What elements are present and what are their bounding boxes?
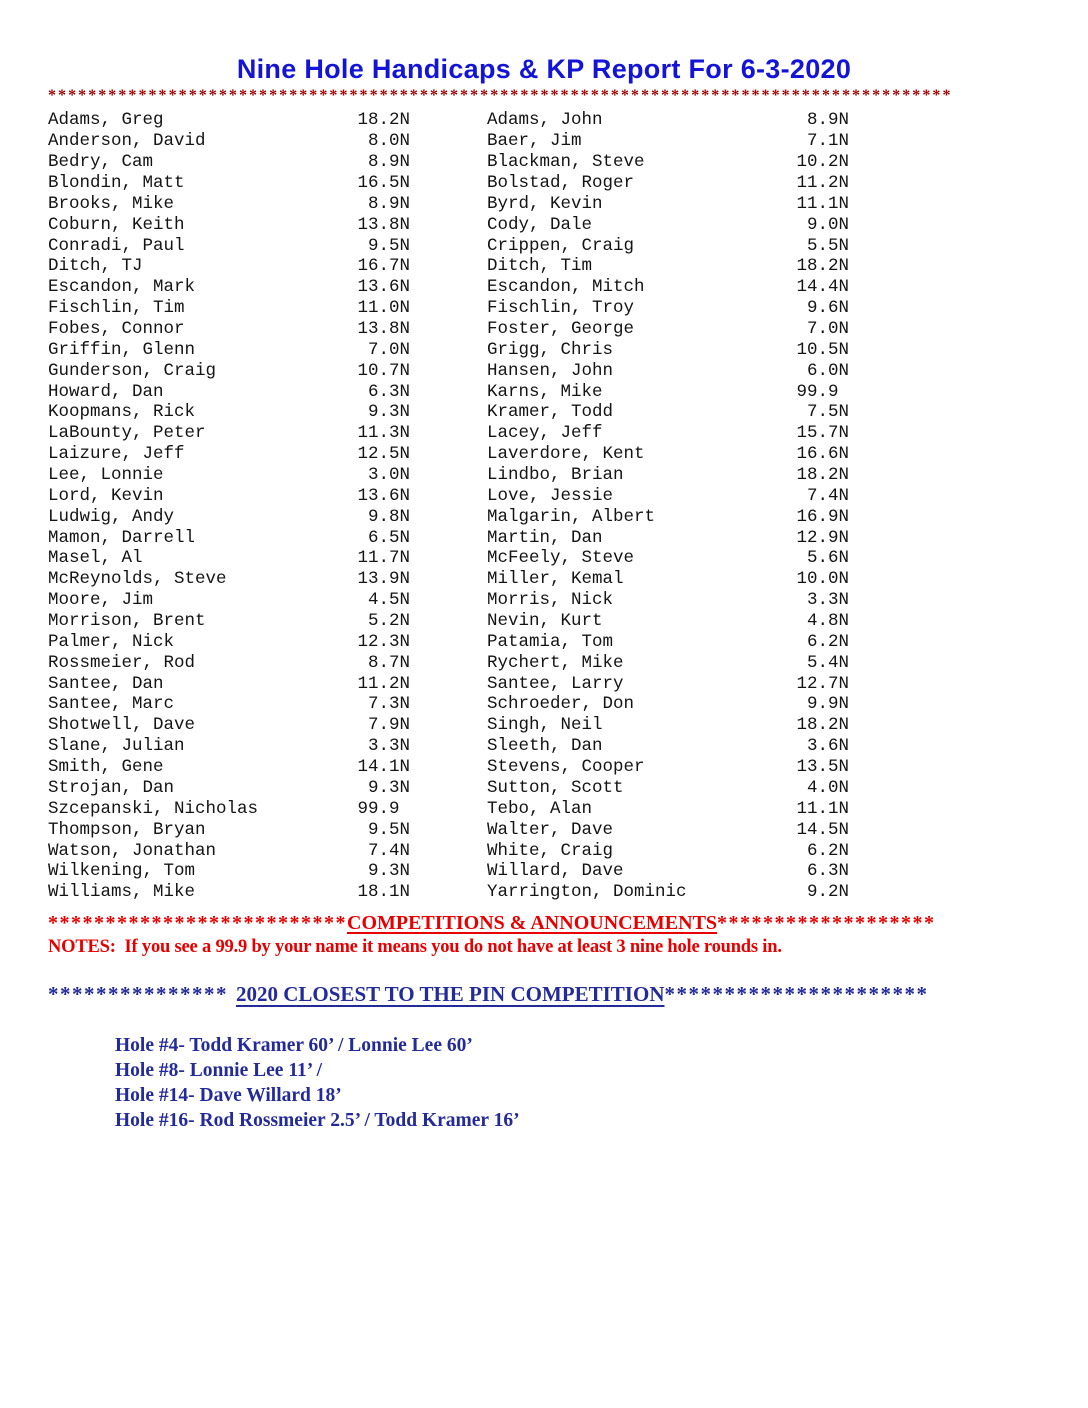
roster-row	[487, 131, 849, 152]
handicap-roster	[48, 110, 1040, 903]
player-handicap: 16.7 N	[357, 256, 411, 277]
player-handicap: 7.9 N	[367, 715, 411, 736]
player-name: Blackman, Steve	[487, 152, 645, 173]
player-name: Szcepanski, Nicholas	[48, 798, 259, 819]
player-name: Strojan, Dan	[48, 777, 175, 798]
player-handicap: 10.5 N	[796, 339, 850, 360]
roster-row	[48, 778, 410, 799]
roster-row	[487, 840, 849, 861]
player-handicap: 9.8 N	[367, 506, 411, 527]
roster-row	[48, 611, 410, 632]
player-handicap: 13.6 N	[357, 485, 411, 506]
player-name: Shotwell, Dave	[48, 715, 196, 736]
star-divider-top: ******************************************************************************************	[48, 87, 953, 104]
roster-row	[48, 277, 410, 298]
player-name: Adams, John	[487, 110, 603, 131]
player-handicap: 3.6 N	[806, 736, 850, 757]
roster-row	[487, 277, 849, 298]
player-handicap: 11.2 N	[357, 673, 411, 694]
roster-row	[487, 465, 849, 486]
player-handicap: 12.3 N	[357, 631, 411, 652]
player-handicap: 10.2 N	[796, 152, 850, 173]
player-name: McFeely, Steve	[487, 548, 635, 569]
player-handicap: 18.2 N	[796, 465, 850, 486]
roster-row	[487, 798, 849, 819]
roster-row	[48, 798, 410, 819]
roster-row	[48, 256, 410, 277]
player-handicap: 6.5 N	[367, 527, 411, 548]
player-name: Schroeder, Don	[487, 694, 635, 715]
player-name: Thompson, Bryan	[48, 819, 206, 840]
kp-title: 2020 CLOSEST TO THE PIN COMPETITION	[236, 981, 665, 1006]
player-name: McReynolds, Steve	[48, 569, 227, 590]
player-name: Koopmans, Rick	[48, 402, 196, 423]
star-decoration-right: **********************	[664, 981, 929, 1006]
player-name: Brooks, Mike	[48, 193, 175, 214]
player-name: Lacey, Jeff	[487, 423, 603, 444]
player-handicap: 3.3 N	[806, 590, 850, 611]
roster-row	[48, 360, 410, 381]
kp-results-list	[115, 1033, 1040, 1133]
player-name: Foster, George	[487, 319, 635, 340]
player-handicap: 18.1 N	[357, 882, 411, 903]
player-handicap: 9.0 N	[806, 214, 850, 235]
player-name: Morrison, Brent	[48, 611, 206, 632]
roster-row	[487, 360, 849, 381]
roster-row	[48, 673, 410, 694]
player-handicap: 4.0 N	[806, 777, 850, 798]
player-handicap: 7.0 N	[806, 319, 850, 340]
player-handicap: 99.9	[796, 381, 839, 402]
player-name: Morris, Nick	[487, 590, 614, 611]
roster-row	[487, 611, 849, 632]
roster-row	[487, 381, 849, 402]
star-decoration-left: **************************	[48, 911, 347, 934]
roster-row	[487, 402, 849, 423]
roster-row	[487, 235, 849, 256]
roster-row	[487, 423, 849, 444]
roster-row	[487, 715, 849, 736]
player-handicap: 11.1 N	[796, 193, 850, 214]
player-name: Gunderson, Craig	[48, 360, 217, 381]
roster-row	[487, 485, 849, 506]
player-handicap: 11.2 N	[796, 173, 850, 193]
player-name: Watson, Jonathan	[48, 840, 217, 861]
player-handicap: 11.3 N	[357, 423, 411, 444]
player-handicap: 9.9 N	[806, 694, 850, 715]
player-handicap: 11.7 N	[357, 548, 411, 569]
player-handicap: 5.5 N	[806, 235, 850, 256]
player-handicap: 14.4 N	[796, 277, 850, 298]
roster-row	[48, 402, 410, 423]
kp-header	[48, 981, 1040, 1007]
player-handicap: 7.4 N	[806, 485, 850, 506]
roster-row	[487, 444, 849, 465]
roster-row	[48, 193, 410, 214]
player-handicap: 11.1 N	[796, 798, 850, 819]
player-name: Coburn, Keith	[48, 214, 185, 235]
player-name: Palmer, Nick	[48, 631, 175, 652]
player-handicap: 9.6 N	[806, 298, 850, 319]
player-name: Laverdore, Kent	[487, 444, 645, 465]
player-handicap: 9.3 N	[367, 861, 411, 882]
player-name: Rychert, Mike	[487, 652, 624, 673]
roster-row	[487, 193, 849, 214]
kp-hole-result: Hole #4- Todd Kramer 60’ / Lonnie Lee 60’	[115, 1034, 473, 1056]
player-name: Love, Jessie	[487, 485, 614, 506]
roster-row	[487, 694, 849, 715]
roster-row	[48, 736, 410, 757]
star-decoration-left: ***************	[48, 981, 228, 1006]
player-handicap: 16.6 N	[796, 444, 850, 465]
player-name: Moore, Jim	[48, 590, 154, 611]
player-name: Slane, Julian	[48, 736, 185, 757]
player-name: Lord, Kevin	[48, 485, 164, 506]
roster-row	[48, 173, 410, 194]
player-name: Santee, Dan	[48, 673, 164, 694]
roster-row	[48, 631, 410, 652]
player-name: Cody, Dale	[487, 214, 593, 235]
player-handicap: 9.3 N	[367, 777, 411, 798]
player-handicap: 6.2 N	[806, 631, 850, 652]
player-name: Kramer, Todd	[487, 402, 614, 423]
player-handicap: 13.8 N	[357, 214, 411, 235]
player-name: Smith, Gene	[48, 757, 164, 778]
player-name: Santee, Marc	[48, 694, 175, 715]
roster-row	[48, 506, 410, 527]
player-name: Santee, Larry	[487, 673, 624, 694]
roster-row	[48, 840, 410, 861]
player-handicap: 8.0 N	[367, 131, 411, 152]
roster-row	[487, 882, 849, 903]
roster-row	[487, 569, 849, 590]
player-name: Bedry, Cam	[48, 152, 154, 173]
roster-row	[48, 339, 410, 360]
player-handicap: 16.9 N	[796, 506, 850, 527]
player-name: Rossmeier, Rod	[48, 652, 196, 673]
player-handicap: 7.3 N	[367, 694, 411, 715]
player-name: Escandon, Mark	[48, 277, 196, 298]
player-handicap: 9.2 N	[806, 882, 850, 903]
player-handicap: 8.9 N	[367, 152, 411, 173]
player-name: Byrd, Kevin	[487, 193, 603, 214]
player-name: Yarrington, Dominic	[487, 882, 687, 903]
player-name: Ditch, Tim	[487, 256, 593, 277]
roster-row	[487, 819, 849, 840]
player-handicap: 14.5 N	[796, 819, 850, 840]
player-name: Miller, Kemal	[487, 569, 624, 590]
competitions-title: COMPETITIONS & ANNOUNCEMENTS	[347, 911, 718, 934]
player-handicap: 11.0 N	[357, 298, 411, 319]
player-name: LaBounty, Peter	[48, 423, 206, 444]
player-name: Hansen, John	[487, 360, 614, 381]
roster-row	[487, 256, 849, 277]
roster-row	[487, 152, 849, 173]
roster-row	[487, 548, 849, 569]
player-name: Martin, Dan	[487, 527, 603, 548]
roster-row	[48, 757, 410, 778]
roster-row	[487, 339, 849, 360]
kp-hole-result: Hole #8- Lonnie Lee 11’ /	[115, 1059, 323, 1081]
page-title: Nine Hole Handicaps & KP Report For 6-3-2020	[236, 54, 852, 84]
kp-hole-result: Hole #16- Rod Rossmeier 2.5’ / Todd Kramer 16’	[115, 1109, 520, 1131]
roster-row	[48, 590, 410, 611]
player-handicap: 7.5 N	[806, 402, 850, 423]
roster-row	[48, 381, 410, 402]
player-handicap: 12.7 N	[796, 673, 850, 694]
player-handicap: 9.3 N	[367, 402, 411, 423]
star-decoration-right: *******************	[717, 911, 936, 934]
roster-row	[48, 694, 410, 715]
player-name: Singh, Neil	[487, 715, 603, 736]
player-name: Masel, Al	[48, 548, 143, 569]
player-name: Fobes, Connor	[48, 319, 185, 340]
player-handicap: 13.9 N	[357, 569, 411, 590]
roster-row	[48, 485, 410, 506]
roster-row	[487, 673, 849, 694]
player-handicap: 99.9	[357, 798, 400, 819]
roster-row	[487, 652, 849, 673]
player-handicap: 10.7 N	[357, 360, 411, 381]
player-handicap: 13.5 N	[796, 757, 850, 778]
player-name: Fischlin, Troy	[487, 298, 635, 319]
roster-row	[48, 319, 410, 340]
player-handicap: 7.0 N	[367, 339, 411, 360]
player-handicap: 10.0 N	[796, 569, 850, 590]
roster-row	[487, 214, 849, 235]
player-name: Mamon, Darrell	[48, 527, 196, 548]
player-handicap: 7.4 N	[367, 840, 411, 861]
player-name: Lee, Lonnie	[48, 465, 164, 486]
player-name: Stevens, Cooper	[487, 757, 645, 778]
roster-row	[48, 882, 410, 903]
player-handicap: 5.2 N	[367, 611, 411, 632]
roster-row	[48, 569, 410, 590]
roster-row	[48, 548, 410, 569]
player-handicap: 6.2 N	[806, 840, 850, 861]
player-name: Blondin, Matt	[48, 173, 185, 193]
player-name: Willard, Dave	[487, 861, 624, 882]
roster-row	[487, 527, 849, 548]
player-name: Conradi, Paul	[48, 235, 185, 256]
player-handicap: 3.0 N	[367, 465, 411, 486]
player-handicap: 4.5 N	[367, 590, 411, 611]
player-handicap: 15.7 N	[796, 423, 850, 444]
roster-row	[487, 757, 849, 778]
player-name: Williams, Mike	[48, 882, 196, 903]
player-name: Ditch, TJ	[48, 256, 143, 277]
roster-row	[487, 590, 849, 611]
player-handicap: 13.8 N	[357, 319, 411, 340]
kp-hole-result: Hole #14- Dave Willard 18’	[115, 1084, 342, 1106]
roster-row	[487, 173, 849, 194]
roster-row	[48, 214, 410, 235]
player-name: Patamia, Tom	[487, 631, 614, 652]
roster-row	[487, 110, 849, 131]
player-name: Karns, Mike	[487, 381, 603, 402]
player-name: Tebo, Alan	[487, 798, 593, 819]
roster-row	[48, 423, 410, 444]
player-handicap: 5.6 N	[806, 548, 850, 569]
roster-row	[487, 861, 849, 882]
player-name: Escandon, Mitch	[487, 277, 645, 298]
player-name: Griffin, Glenn	[48, 339, 196, 360]
player-handicap: 7.1 N	[806, 131, 850, 152]
player-handicap: 18.2 N	[796, 715, 850, 736]
player-handicap: 5.4 N	[806, 652, 850, 673]
player-handicap: 9.5 N	[367, 235, 411, 256]
player-name: Howard, Dan	[48, 381, 164, 402]
player-name: Lindbo, Brian	[487, 465, 624, 486]
player-name: Walter, Dave	[487, 819, 614, 840]
roster-row	[487, 298, 849, 319]
player-name: Nevin, Kurt	[487, 611, 603, 632]
roster-row	[48, 131, 410, 152]
roster-row	[487, 736, 849, 757]
notes-line: NOTES: If you see a 99.9 by your name it means you do not have at least 3 nine hole rounds in.	[48, 936, 782, 957]
player-handicap: 9.5 N	[367, 819, 411, 840]
player-name: Crippen, Craig	[487, 235, 635, 256]
competitions-header	[48, 911, 1040, 935]
roster-column-left	[48, 110, 410, 903]
player-name: Fischlin, Tim	[48, 298, 185, 319]
player-handicap: 8.9 N	[806, 110, 850, 131]
roster-row	[48, 652, 410, 673]
player-name: Bolstad, Roger	[487, 173, 635, 193]
roster-row	[487, 319, 849, 340]
player-name: Laizure, Jeff	[48, 444, 185, 465]
player-handicap: 12.5 N	[357, 444, 411, 465]
roster-row	[48, 152, 410, 173]
player-handicap: 6.0 N	[806, 360, 850, 381]
player-name: Adams, Greg	[48, 110, 164, 131]
roster-row	[48, 298, 410, 319]
roster-row	[48, 444, 410, 465]
player-name: Ludwig, Andy	[48, 506, 175, 527]
roster-row	[48, 715, 410, 736]
player-handicap: 18.2 N	[796, 256, 850, 277]
player-name: Sleeth, Dan	[487, 736, 603, 757]
player-handicap: 16.5 N	[357, 173, 411, 193]
player-name: Malgarin, Albert	[487, 506, 656, 527]
player-name: White, Craig	[487, 840, 614, 861]
roster-row	[48, 861, 410, 882]
player-handicap: 3.3 N	[367, 736, 411, 757]
player-name: Wilkening, Tom	[48, 861, 196, 882]
player-handicap: 12.9 N	[796, 527, 850, 548]
player-handicap: 6.3 N	[367, 381, 411, 402]
player-name: Grigg, Chris	[487, 339, 614, 360]
player-name: Anderson, David	[48, 131, 206, 152]
player-handicap: 18.2 N	[357, 110, 411, 131]
roster-row	[487, 778, 849, 799]
roster-row	[487, 631, 849, 652]
player-handicap: 8.7 N	[367, 652, 411, 673]
player-name: Baer, Jim	[487, 131, 582, 152]
roster-row	[48, 465, 410, 486]
player-handicap: 4.8 N	[806, 611, 850, 632]
player-handicap: 6.3 N	[806, 861, 850, 882]
player-handicap: 13.6 N	[357, 277, 411, 298]
roster-row	[48, 527, 410, 548]
roster-row	[48, 235, 410, 256]
player-handicap: 8.9 N	[367, 193, 411, 214]
roster-row	[48, 110, 410, 131]
player-name: Sutton, Scott	[487, 777, 624, 798]
roster-row	[48, 819, 410, 840]
roster-column-right	[487, 110, 849, 903]
player-handicap: 14.1 N	[357, 757, 411, 778]
roster-row	[487, 506, 849, 527]
